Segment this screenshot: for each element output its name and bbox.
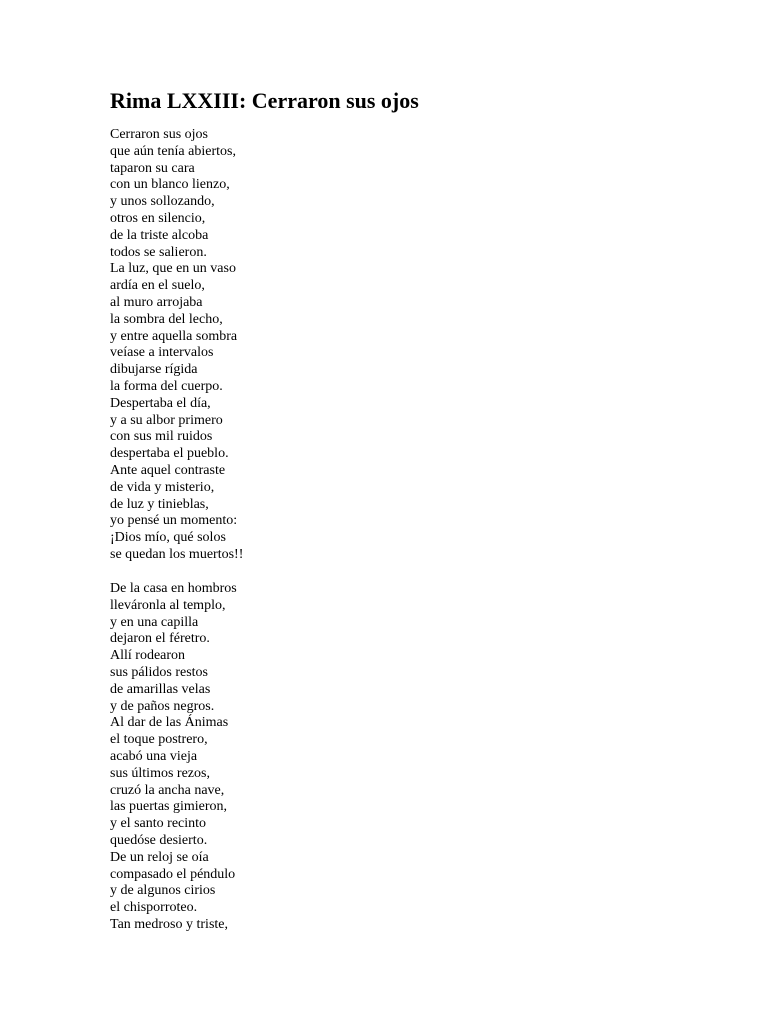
poem-line: de amarillas velas — [110, 681, 211, 697]
poem-line: con sus mil ruidos — [110, 429, 213, 445]
poem-line: con un blanco lienzo, — [110, 177, 230, 193]
poem-line: Al dar de las Ánimas — [110, 715, 229, 731]
poem-line: la forma del cuerpo. — [110, 378, 223, 394]
poem-line: Tan medroso y triste, — [110, 916, 228, 932]
poem-line: que aún tenía abiertos, — [110, 143, 236, 159]
poem-line: De la casa en hombros — [110, 581, 237, 596]
poem-line: otros en silencio, — [110, 210, 206, 226]
poem-line: Ante aquel contraste — [110, 462, 226, 478]
poem-line: sus pálidos restos — [110, 664, 208, 680]
poem-line: dibujarse rígida — [110, 362, 198, 378]
poem-line: y en una capilla — [110, 614, 199, 630]
poem-line: Cerraron sus ojos — [110, 127, 208, 142]
poem-line: compasado el péndulo — [110, 866, 236, 882]
poem-line: lleváronla al templo, — [110, 597, 226, 613]
poem-line: y de algunos cirios — [110, 883, 216, 899]
poem-line: sus últimos rezos, — [110, 765, 210, 781]
poem-line: De un reloj se oía — [110, 849, 209, 865]
poem-line: se quedan los muertos!! — [110, 546, 244, 562]
poem-line: ¡Dios mío, qué solos — [110, 530, 226, 546]
poem-line: el chisporroteo. — [110, 900, 198, 916]
poem-line: yo pensé un momento: — [110, 513, 238, 529]
poem-line: y el santo recinto — [110, 816, 207, 832]
poem-line: todos se salieron. — [110, 244, 207, 260]
poem-line: y de paños negros. — [110, 698, 215, 714]
poem-line: de luz y tinieblas, — [110, 496, 209, 512]
poem-line: Allí rodearon — [110, 648, 186, 664]
poem-line: cruzó la ancha nave, — [110, 782, 225, 798]
poem-line: quedóse desierto. — [110, 832, 208, 848]
stanza-2 — [110, 581, 237, 934]
poem-line: dejaron el féretro. — [110, 631, 210, 647]
poem-line: y unos sollozando, — [110, 194, 215, 210]
poem-line: de vida y misterio, — [110, 479, 215, 495]
stanza-1 — [110, 127, 243, 564]
poem-line: el toque postrero, — [110, 732, 208, 748]
poem-line: las puertas gimieron, — [110, 799, 228, 815]
poem-line: al muro arrojaba — [110, 294, 203, 310]
poem-line: de la triste alcoba — [110, 227, 209, 243]
poem-line: veíase a intervalos — [110, 345, 214, 361]
poem-line: y a su albor primero — [110, 412, 223, 428]
poem-line: despertaba el pueblo. — [110, 446, 229, 462]
poem-line: ardía en el suelo, — [110, 278, 205, 294]
poem-line: y entre aquella sombra — [110, 328, 238, 344]
poem-line: taparon su cara — [110, 160, 195, 176]
poem-title: Rima LXXIII: Cerraron sus ojos — [110, 88, 419, 113]
poem-line: La luz, que en un vaso — [110, 261, 236, 277]
poem-line: acabó una vieja — [110, 748, 198, 764]
poem-line: la sombra del lecho, — [110, 311, 223, 327]
poem-line: Despertaba el día, — [110, 395, 211, 411]
